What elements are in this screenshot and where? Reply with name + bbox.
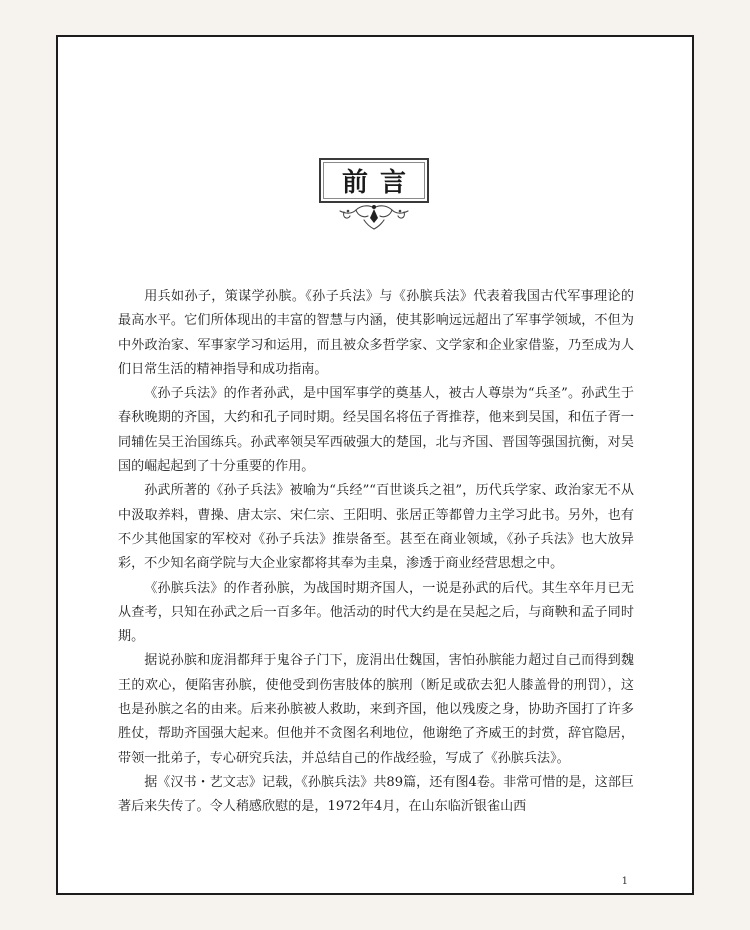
paragraph: 孙武所著的《孙子兵法》被喻为“兵经”“百世谈兵之祖”，历代兵学家、政治家无不从中汲取养料，曹操、唐太宗、宋仁宗、王阳明、张居正等都曾力主学习此书。另外，也有不少其他国家的军校对《孙子兵法》推崇备至。甚至在商业领域，《孙子兵法》也大放异彩，不少知名商学院与大企业家都将其奉为圭臬，渗透于商业经营思想之中。 xyxy=(118,483,634,572)
paragraph: 据说孙膑和庞涓都拜于鬼谷子门下，庞涓出仕魏国，害怕孙膑能力超过自己而得到魏王的欢心，便陷害孙膑，使他受到伤害肢体的膑刑（断足或砍去犯人膝盖骨的刑罚），这也是孙膑之名的由来。后来孙膑被人救助，来到齐国，他以残废之身，协助齐国打了许多胜仗，帮助齐国强大起来。但他并不贪图名利地位，他谢绝了齐威王的封赏，辞官隐居，带领一批弟子，专心研究兵法，并总结自己的作战经验，写成了《孙膑兵法》。 xyxy=(118,653,634,766)
paragraph: 《孙子兵法》的作者孙武，是中国军事学的奠基人，被古人尊崇为“兵圣”。孙武生于春秋晚期的齐国，大约和孔子同时期。经吴国名将伍子胥推荐，他来到吴国，和伍子胥一同辅佐吴王治国练兵。孙武率领吴军西破强大的楚国，北与齐国、晋国等强国抗衡，对吴国的崛起起到了十分重要的作用。 xyxy=(118,386,634,475)
paragraph: 用兵如孙子，策谋学孙膑。《孙子兵法》与《孙膑兵法》代表着我国古代军事理论的最高水平。它们所体现出的丰富的智慧与内涵，使其影响远远超出了军事学领域，不但为中外政治家、军事家学习和运用，而且被众多哲学家、文学家和企业家借鉴，乃至成为人们日常生活的精神指导和成功指南。 xyxy=(118,289,634,377)
page-number: 1 xyxy=(621,876,628,887)
preface-body xyxy=(118,285,634,820)
page-title: 前言 xyxy=(341,168,418,198)
floral-ornament-icon xyxy=(334,202,414,232)
title-frame xyxy=(319,158,429,203)
book-page xyxy=(56,35,694,895)
paragraph: 据《汉书・艺文志》记载，《孙膑兵法》共89篇，还有图4卷。非常可惜的是，这部巨著后来失传了。令人稍感欣慰的是，1972年4月，在山东临沂银雀山西 xyxy=(118,774,635,815)
paragraph: 《孙膑兵法》的作者孙膑，为战国时期齐国人，一说是孙武的后代。其生卒年月已无从查考，只知在孙武之后一百多年。他活动的时代大约是在吴起之后，与商鞅和孟子同时期。 xyxy=(118,580,634,645)
